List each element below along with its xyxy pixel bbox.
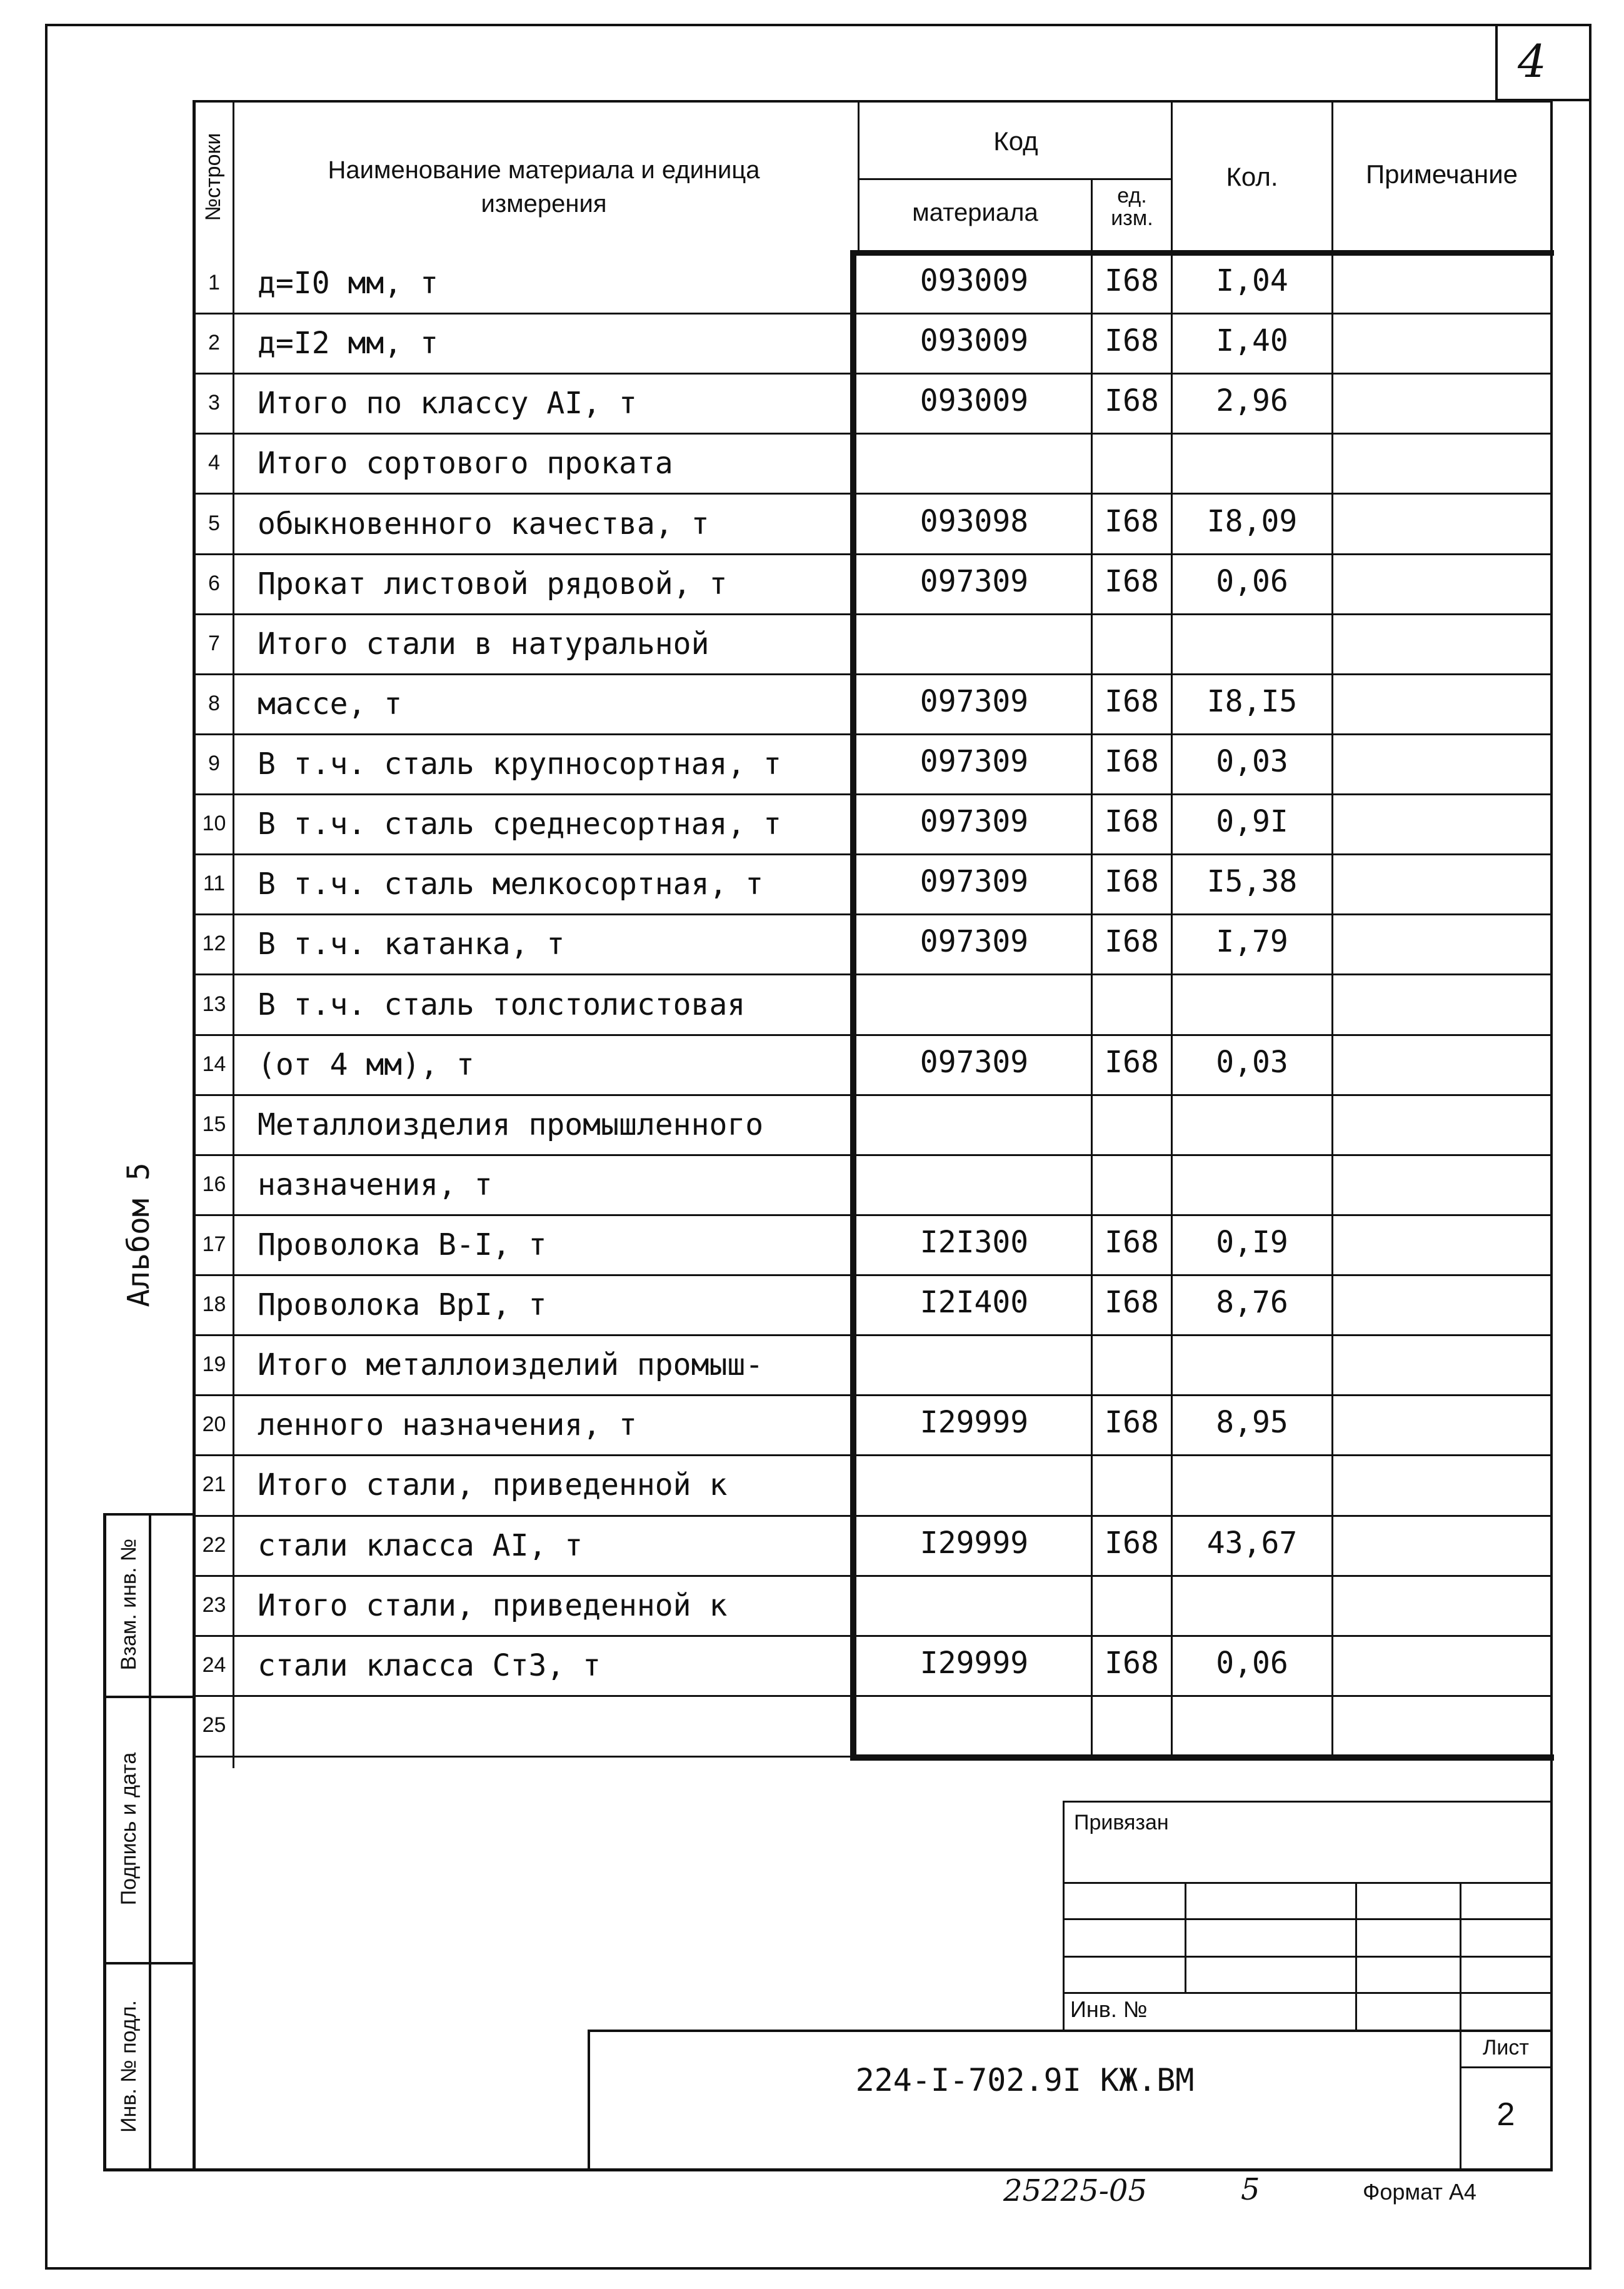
- row-number: 24: [202, 1653, 226, 1677]
- row-unit-code: I68: [1105, 744, 1159, 780]
- row-material-code: 093009: [920, 263, 1029, 299]
- stamp-sheet-number: 2: [1496, 2096, 1515, 2133]
- header-note: Примечание: [1365, 159, 1518, 189]
- row-quantity: 0,06: [1216, 563, 1288, 599]
- stamp-main-top: [588, 2030, 1550, 2032]
- stamp-area-top: [196, 1756, 1550, 1758]
- row-quantity: I8,09: [1206, 503, 1298, 539]
- row-number: 21: [202, 1472, 226, 1497]
- stamp-col-1: [1185, 1882, 1186, 1992]
- row-number: 16: [202, 1172, 226, 1196]
- row-material-code: 097309: [920, 683, 1029, 719]
- inner-border-top: [194, 100, 1553, 103]
- row-unit-code: I68: [1105, 1285, 1159, 1321]
- row-quantity: 8,76: [1216, 1285, 1288, 1321]
- row-number: 12: [202, 932, 226, 956]
- row-unit-code: I68: [1105, 683, 1159, 719]
- row-name: Проволока В-I, т: [258, 1227, 547, 1262]
- row-quantity: I5,38: [1206, 864, 1298, 900]
- row-material-code: I29999: [920, 1525, 1029, 1561]
- header-name: Наименование материала и единица измерения: [328, 156, 760, 218]
- row-number: 20: [202, 1412, 226, 1437]
- side-album: Альбом 5: [121, 1162, 156, 1307]
- frame-right: [1589, 24, 1591, 2270]
- side-vzam-inv: Взам. инв. №: [117, 1538, 141, 1671]
- row-quantity: I,04: [1216, 263, 1288, 299]
- row-name: Итого сортового проката: [258, 446, 673, 481]
- row-number: 10: [202, 812, 226, 836]
- row-name: д=I0 мм, т: [258, 266, 438, 301]
- frame-left: [45, 24, 48, 2270]
- row-number: 13: [202, 992, 226, 1016]
- row-name: Итого стали, приведенной к: [258, 1467, 728, 1503]
- stamp-top: [1063, 1801, 1550, 1803]
- row-material-code: I2I300: [920, 1224, 1029, 1260]
- row-quantity: 8,95: [1216, 1405, 1288, 1441]
- side-podpis-data: Подпись и дата: [117, 1752, 141, 1906]
- row-name: (от 4 мм), т: [258, 1047, 474, 1082]
- header-code: Код: [993, 126, 1038, 156]
- row-name: обыкновенного качества, т: [258, 506, 709, 541]
- frame-top: [45, 24, 1591, 26]
- row-number: 1: [208, 271, 220, 295]
- row-material-code: 097309: [920, 563, 1029, 599]
- row-number: 7: [208, 631, 220, 655]
- row-unit-code: I68: [1105, 1525, 1159, 1561]
- footer-handwritten-digit: 5: [1241, 2172, 1260, 2207]
- row-number: 22: [202, 1532, 226, 1557]
- row-name: Итого стали в натуральной: [258, 626, 709, 662]
- row-quantity: 0,03: [1216, 1044, 1288, 1080]
- col-line-name-head: [858, 100, 860, 253]
- row-name: ленного назначения, т: [258, 1407, 637, 1443]
- side-strip-inner: [149, 1513, 151, 2171]
- row-material-code: 097309: [920, 864, 1029, 900]
- row-number: 25: [202, 1713, 226, 1737]
- side-inv-podl: Инв. № подл.: [117, 2000, 141, 2133]
- side-strip-top: [103, 1513, 194, 1516]
- row-quantity: 0,03: [1216, 744, 1288, 780]
- stamp-row-2: [1063, 1918, 1550, 1920]
- row-name: назначения, т: [258, 1167, 493, 1202]
- row-name: В т.ч. сталь толстолистовая: [258, 987, 746, 1022]
- row-number: 17: [202, 1232, 226, 1256]
- row-quantity: I,40: [1216, 323, 1288, 359]
- row-quantity: 43,67: [1206, 1525, 1298, 1561]
- row-name: д=I2 мм, т: [258, 326, 438, 361]
- stamp-privyazan: Привязан: [1074, 1811, 1169, 1834]
- inner-border-bottom: [103, 2168, 1553, 2171]
- row-name: В т.ч. сталь среднесортная, т: [258, 807, 782, 842]
- row-material-code: 097309: [920, 924, 1029, 960]
- row-unit-code: I68: [1105, 864, 1159, 900]
- row-material-code: 097309: [920, 744, 1029, 780]
- row-quantity: I8,I5: [1206, 683, 1298, 719]
- row-quantity: 2,96: [1216, 383, 1288, 419]
- row-name: Итого по классу AI, т: [258, 386, 637, 421]
- row-unit-code: I68: [1105, 1645, 1159, 1681]
- row-number: 4: [208, 451, 220, 475]
- row-unit-code: I68: [1105, 503, 1159, 539]
- stamp-document-code: 224-I-702.9I КЖ.ВМ: [855, 2062, 1195, 2098]
- row-unit-code: I68: [1105, 323, 1159, 359]
- header-row-number: №строки: [201, 133, 225, 221]
- row-name: В т.ч. катанка, т: [258, 927, 565, 962]
- row-number: 3: [208, 391, 220, 415]
- row-material-code: 093098: [920, 503, 1029, 539]
- stamp-sheet-divider: [1460, 2066, 1550, 2068]
- stamp-left: [1063, 1801, 1065, 2032]
- row-name: массе, т: [258, 686, 403, 722]
- row-name: Металлоизделия промышленного: [258, 1107, 764, 1142]
- stamp-inv-no: Инв. №: [1070, 1996, 1148, 2022]
- stamp-row-1: [1063, 1882, 1550, 1884]
- row-quantity: 0,9I: [1216, 804, 1288, 840]
- row-quantity: 0,06: [1216, 1645, 1288, 1681]
- row-number: 9: [208, 752, 220, 776]
- row-name: Прокат листовой рядовой, т: [258, 566, 728, 601]
- row-number: 14: [202, 1052, 226, 1076]
- header-material: материала: [912, 199, 1038, 226]
- row-number: 5: [208, 511, 220, 535]
- row-material-code: 093009: [920, 383, 1029, 419]
- side-strip-div-1: [103, 1696, 194, 1698]
- header-qty: Кол.: [1226, 162, 1278, 191]
- row-number: 23: [202, 1592, 226, 1617]
- row-unit-code: I68: [1105, 263, 1159, 299]
- side-strip-outer: [103, 1513, 106, 2171]
- row-material-code: I29999: [920, 1405, 1029, 1441]
- frame-bottom: [45, 2267, 1591, 2270]
- row-name: Проволока ВрI, т: [258, 1287, 547, 1323]
- row-name: стали класса AI, т: [258, 1527, 583, 1563]
- row-unit-code: I68: [1105, 924, 1159, 960]
- table-row: [196, 1696, 1550, 1756]
- page-number-handwritten: 4: [1518, 35, 1546, 88]
- row-material-code: I2I400: [920, 1285, 1029, 1321]
- stamp-row-3: [1063, 1956, 1550, 1958]
- inner-border-right: [1550, 100, 1553, 2171]
- code-subheader-line: [858, 178, 1172, 180]
- row-quantity: I,79: [1216, 924, 1288, 960]
- row-name: стали класса Ст3, т: [258, 1648, 601, 1683]
- row-quantity: 0,I9: [1216, 1224, 1288, 1260]
- stamp-col-2: [1355, 1882, 1357, 2032]
- row-unit-code: I68: [1105, 1405, 1159, 1441]
- page-number-box-left: [1495, 24, 1498, 101]
- row-number: 8: [208, 691, 220, 715]
- stamp-row-4: [1063, 1992, 1550, 1994]
- row-number: 18: [202, 1292, 226, 1317]
- header-unit: ед. изм.: [1111, 184, 1153, 230]
- stamp-sheet-label: Лист: [1483, 2036, 1529, 2060]
- row-name: Итого стали, приведенной к: [258, 1587, 728, 1623]
- footer-format: Формат А4: [1363, 2179, 1476, 2205]
- side-strip-div-2: [103, 1962, 194, 1965]
- row-material-code: 097309: [920, 1044, 1029, 1080]
- row-number: 2: [208, 331, 220, 355]
- row-number: 15: [202, 1112, 226, 1136]
- row-number: 6: [208, 571, 220, 595]
- row-number: 19: [202, 1352, 226, 1377]
- row-material-code: I29999: [920, 1645, 1029, 1681]
- row-unit-code: I68: [1105, 563, 1159, 599]
- row-unit-code: I68: [1105, 1224, 1159, 1260]
- row-name: В т.ч. сталь крупносортная, т: [258, 747, 782, 782]
- row-unit-code: I68: [1105, 804, 1159, 840]
- footer-handwritten-number: 25225-05: [1003, 2173, 1147, 2208]
- row-material-code: 093009: [920, 323, 1029, 359]
- row-material-code: 097309: [920, 804, 1029, 840]
- stamp-main-left: [588, 2030, 590, 2171]
- row-number: 11: [203, 872, 226, 896]
- row-unit-code: I68: [1105, 383, 1159, 419]
- row-unit-code: I68: [1105, 1044, 1159, 1080]
- row-name: В т.ч. сталь мелкосортная, т: [258, 867, 764, 902]
- col-line-mat-head: [1091, 178, 1093, 253]
- row-name: Итого металлоизделий промыш-: [258, 1347, 764, 1383]
